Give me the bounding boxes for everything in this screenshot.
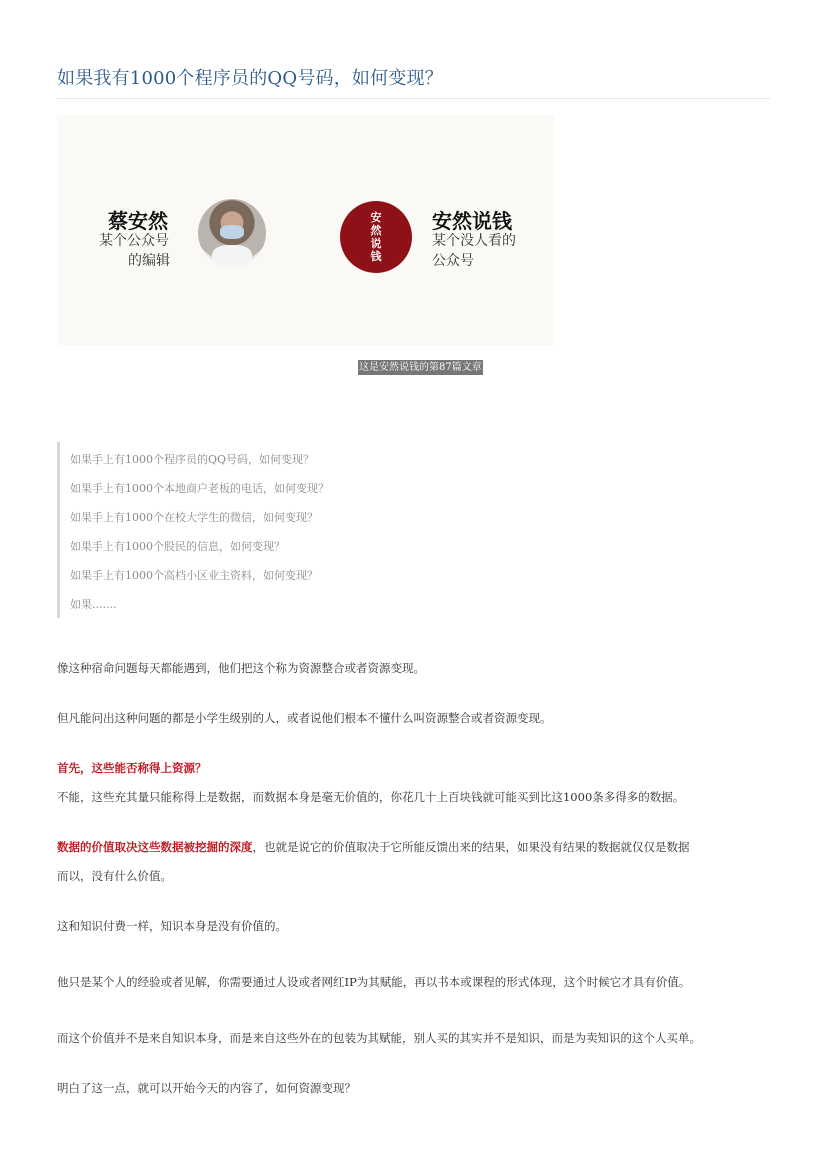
image-caption: 这是安然说钱的第87篇文章 bbox=[359, 362, 482, 373]
face-mask-shape bbox=[220, 225, 244, 239]
brand-subtitle-1: 某个没人看的 bbox=[432, 233, 516, 249]
author-subtitle-2: 的编辑 bbox=[128, 253, 170, 269]
paragraph-6: 他只是某个人的经验或者见解，你需要通过人设或者网红IP为其赋能，再以书本或课程的形式体现，这个时候它才具有价值。 bbox=[57, 975, 691, 989]
section-heading: 首先，这些能否称得上资源？ bbox=[57, 761, 207, 775]
paragraph-4-rest: ，也就是说它的价值取决于它所能反馈出来的结果，如果没有结果的数据就仅仅是数据 bbox=[252, 840, 690, 854]
paragraph-8: 明白了这一点，就可以开始今天的内容了，如何资源变现？ bbox=[57, 1081, 356, 1095]
quote-line: 如果手上有1000个本地商户老板的电话，如何变现？ bbox=[70, 482, 329, 495]
paragraph-5: 这和知识付费一样，知识本身是没有价值的。 bbox=[57, 919, 287, 933]
author-subtitle-1: 某个公众号 bbox=[99, 233, 169, 249]
title-divider bbox=[57, 98, 770, 99]
quote-line: 如果手上有1000个股民的信息，如何变现？ bbox=[70, 540, 285, 553]
blockquote bbox=[57, 442, 773, 618]
header-banner bbox=[57, 115, 554, 345]
brand-name: 安然说钱 bbox=[432, 209, 512, 233]
shirt-shape bbox=[212, 245, 252, 267]
paragraph-3: 不能，这些充其量只能称得上是数据，而数据本身是毫无价值的，你花几十上百块钱就可能买到比这1000条多得多的数据。 bbox=[57, 790, 685, 804]
seal-char-2: 然 bbox=[370, 224, 382, 237]
author-name: 蔡安然 bbox=[108, 209, 168, 233]
brand-seal-logo bbox=[340, 201, 412, 273]
highlight-text: 数据的价值取决这些数据被挖掘的深度 bbox=[57, 840, 253, 854]
author-avatar bbox=[198, 199, 266, 267]
article-title: 如果我有1000个程序员的QQ号码，如何变现？ bbox=[57, 68, 443, 89]
quote-line: 如果....... bbox=[70, 598, 117, 611]
seal-char-1: 安 bbox=[370, 211, 382, 224]
paragraph-1: 像这种宿命问题每天都能遇到，他们把这个称为资源整合或者资源变现。 bbox=[57, 661, 425, 675]
paragraph-4-line-1 bbox=[57, 839, 770, 855]
paragraph-4-line-2: 而以，没有什么价值。 bbox=[57, 869, 172, 883]
quote-line: 如果手上有1000个高档小区业主资料，如何变现？ bbox=[70, 569, 318, 582]
seal-char-4: 钱 bbox=[370, 250, 382, 263]
paragraph-7: 而这个价值并不是来自知识本身，而是来自这些外在的包装为其赋能，别人买的其实并不是知识，而是为卖知识的这个人买单。 bbox=[57, 1031, 701, 1045]
quote-line: 如果手上有1000个在校大学生的微信，如何变现？ bbox=[70, 511, 318, 524]
brand-subtitle-2: 公众号 bbox=[432, 253, 474, 269]
quote-line: 如果手上有1000个程序员的QQ号码，如何变现？ bbox=[70, 453, 315, 466]
seal-char-3: 说 bbox=[370, 237, 382, 250]
paragraph-2: 但凡能问出这种问题的都是小学生级别的人，或者说他们根本不懂什么叫资源整合或者资源变现。 bbox=[57, 711, 552, 725]
